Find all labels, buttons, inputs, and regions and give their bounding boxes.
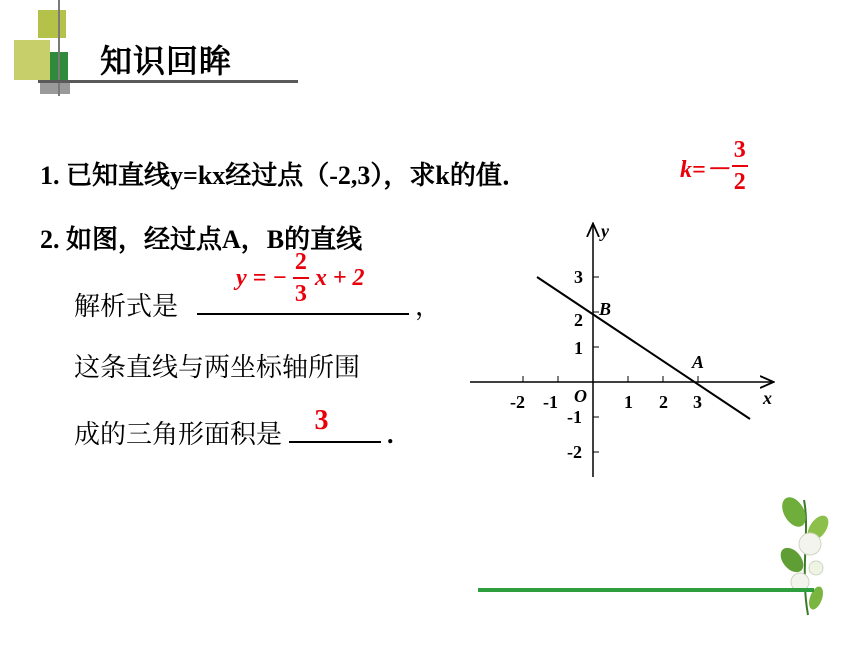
x-tick-label: 3: [693, 392, 702, 412]
y-tick-label: -2: [567, 442, 582, 462]
question-2-line-1: 2. 如图，经过点A，B的直线: [40, 225, 363, 254]
q2-fraction-denominator: 3: [294, 281, 307, 307]
q1-fraction-denominator: 2: [733, 169, 746, 195]
q1-fraction-numerator: 3: [733, 137, 746, 163]
q2-fraction-bar: [293, 277, 309, 279]
flower-decoration: [770, 490, 840, 620]
q2-formula-left: y = −: [236, 264, 287, 291]
y-tick-label: -1: [567, 407, 582, 427]
header-decor-olive: [38, 10, 66, 38]
question-2-line-3: 这条直线与两坐标轴所围: [74, 353, 361, 382]
q2-formula-right: x + 2: [314, 264, 365, 291]
x-tick-label: -2: [510, 392, 525, 412]
x-tick-label: 2: [659, 392, 668, 412]
line-ab: [537, 277, 750, 419]
question-1-answer: [680, 138, 748, 194]
point-a-label: A: [692, 352, 705, 372]
y-tick-label: 1: [574, 338, 583, 358]
q2-area-answer: 3: [314, 405, 329, 436]
header-decor-gray: [40, 82, 70, 94]
x-tick-label: -1: [543, 392, 558, 412]
question-1: [40, 155, 528, 192]
point-b-label: B: [599, 299, 612, 319]
q2-line4-prefix: 成的三角形面积是: [74, 420, 283, 449]
y-tick-label: 3: [574, 267, 583, 287]
q2-fraction-numerator: 2: [294, 249, 307, 275]
q2-formula-fraction: [293, 250, 309, 306]
question-2-line-4: [74, 405, 394, 451]
q2-formula-answer: [236, 250, 365, 306]
q1-fraction-bar: [732, 165, 748, 167]
question-1-text: 1. 已知直线y=kx经过点（-2,3），求k的值．: [40, 161, 528, 190]
q2-line2-prefix: 解析式是: [74, 292, 179, 321]
y-tick-label: 2: [574, 310, 583, 330]
q1-answer-fraction: [732, 138, 748, 194]
coordinate-graph: [460, 215, 790, 485]
header-decor-olive-2: [14, 40, 50, 80]
q2-line4-suffix: .: [387, 420, 394, 449]
y-axis-label: y: [601, 221, 609, 241]
q2-line2-suffix: ，: [415, 292, 442, 321]
q2-area-blank: [289, 405, 381, 443]
page-title: 知识回眸: [100, 42, 233, 80]
footer-green-line: [478, 588, 814, 592]
q1-answer-prefix: k=－: [680, 156, 730, 183]
x-axis-label: x: [763, 388, 772, 408]
x-tick-label: 1: [624, 392, 633, 412]
origin-label: O: [574, 386, 587, 406]
